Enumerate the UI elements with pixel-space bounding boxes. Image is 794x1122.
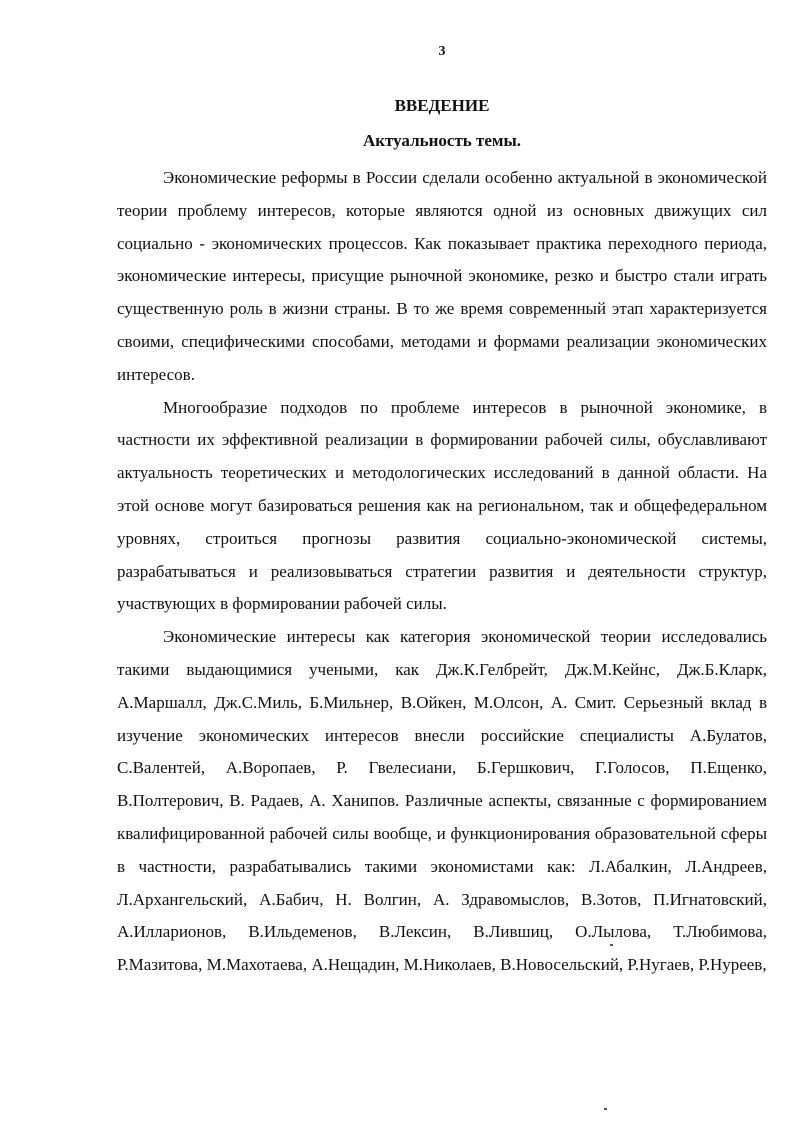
section-subheading: Актуальность темы. bbox=[362, 131, 522, 150]
page-number: 3 bbox=[438, 44, 446, 59]
section-heading: ВВЕДЕНИЕ bbox=[394, 96, 490, 115]
paragraph-3: Экономические интересы как категория экономической теории исследовались такими выдающимися учеными, как Дж.К.Гелбрейт, Дж.М.Кейнс, Дж.Б.Кларк, А.Маршалл, Дж.С.Миль, Б.Мильнер, В.Ойкен, М.Олсон, А. Смит. Серьезный вклад в изучение экономических интересов внесли российские специалисты А.Булатов, С.Валентей, А.Воропаев, Р. Гвелесиани, Б.Гершкович, Г.Голосов, П.Ещенко, В.Полтерович, В. Радаев, А. Ханипов. Различные аспекты, связанные с формированием квалифицированной рабочей силы вообще, и функционирования образовательной сферы в частности, разрабатывались такими экономистами как: Л.Абалкин, Л.Андреев, Л.Архангельский, А.Бабич, Н. Волгин, А. Здравомыслов, В.Зотов, П.Игнатовский, А.Илларионов, В.Ильдеменов, В.Лексин, В.Лившиц, О.Лылова, Т.Любимова, Р.Мазитова, М.Махотаева, А.Нещадин, М.Николаев, В.Новосельский, Р.Нугаев, Р.Нуреев, bbox=[117, 627, 767, 975]
paragraph-1: Экономические реформы в России сделали особенно актуальной в экономической теории проблему интересов, которые являются одной из основных движущих сил социально - экономических процессов. Как показывает практика переходного периода, экономические интересы, присущие рыночной экономике, резко и быстро стали играть существенную роль в жизни страны. В то же время современный этап характеризуется своими, специфическими способами, методами и формами реализации экономических интересов. bbox=[117, 168, 767, 384]
paragraph-2: Многообразие подходов по проблеме интересов в рыночной экономике, в частности их эффективной реализации в формировании рабочей силы, обуславливают актуальность теоретических и методологических исследований в данной области. На этой основе могут базироваться решения как на региональном, так и общефедеральном уровнях, строиться прогнозы развития социально-экономической системы, разрабатываться и реализовываться стратегии развития и деятельности структур, участвующих в формировании рабочей силы. bbox=[117, 397, 767, 614]
scan-speck bbox=[610, 944, 613, 946]
body-text bbox=[117, 162, 767, 982]
document-page bbox=[117, 0, 767, 1122]
scan-speck bbox=[604, 1108, 607, 1110]
